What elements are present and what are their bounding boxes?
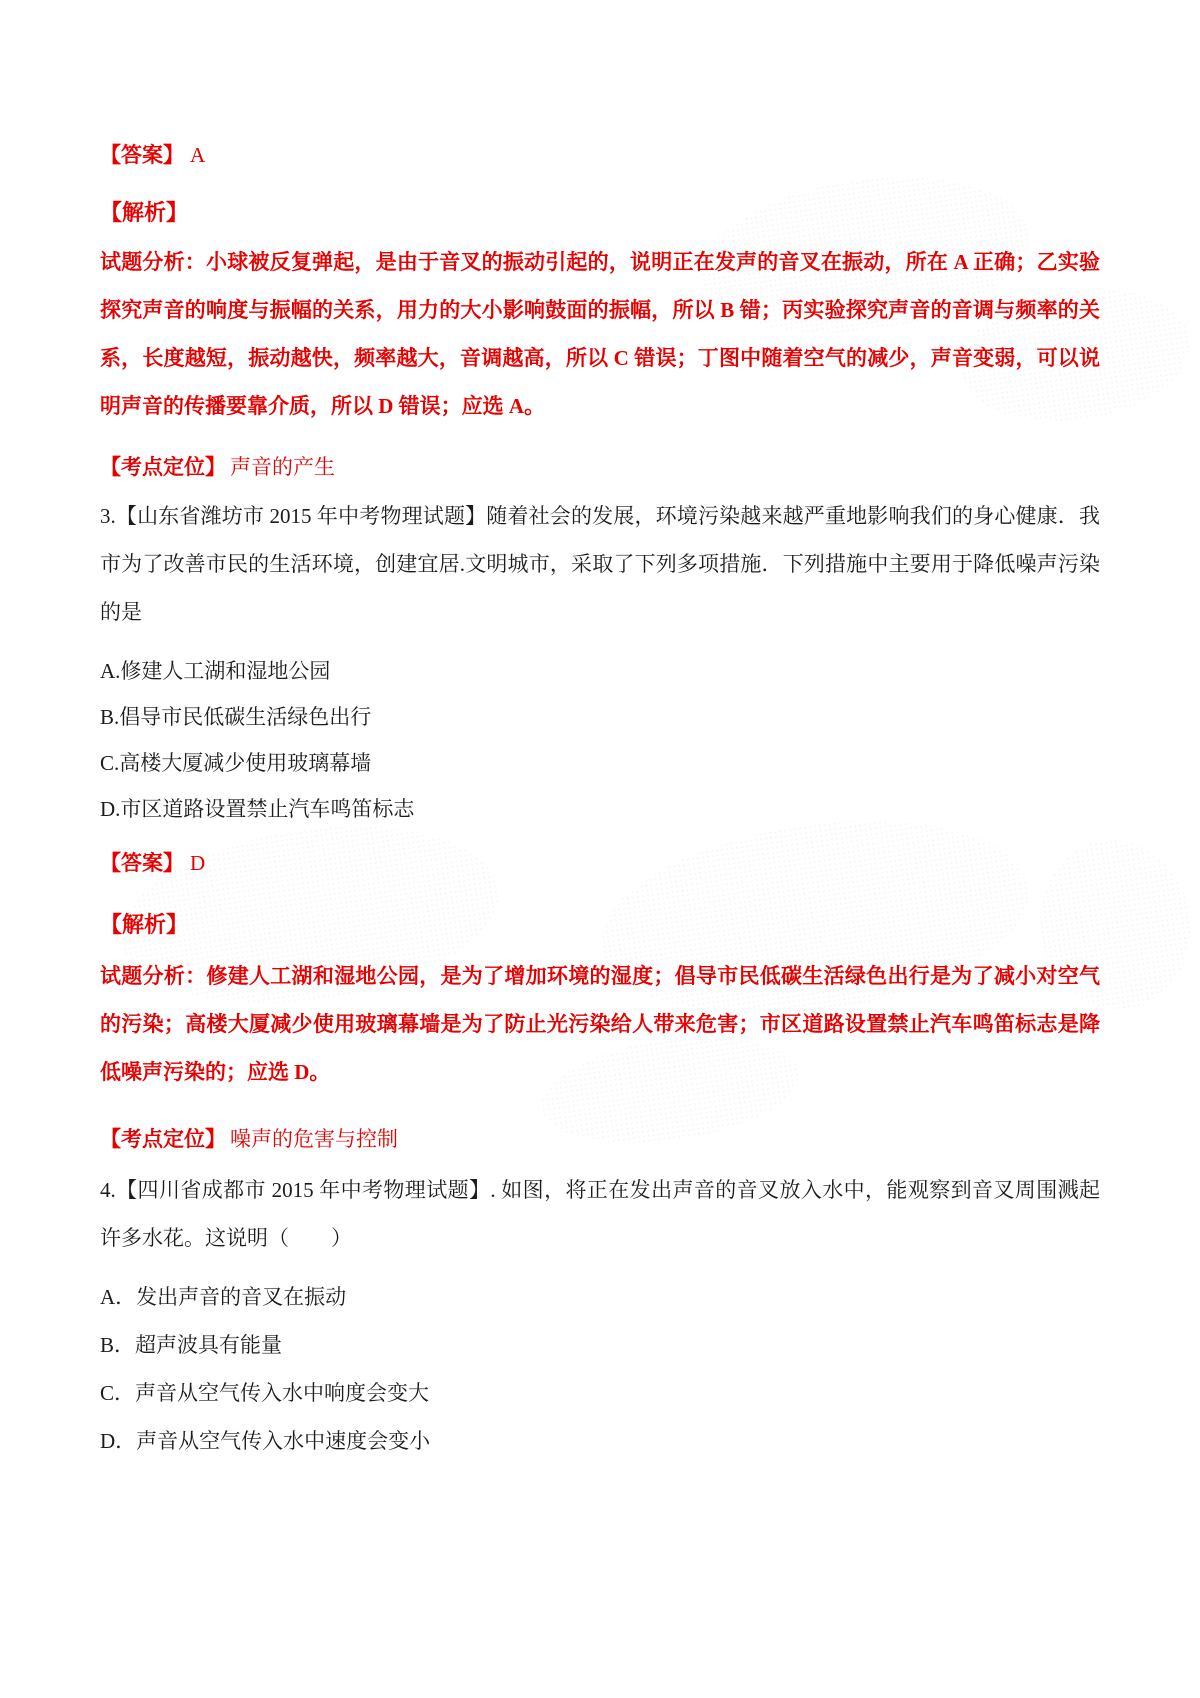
q2-answer-label: 【答案】	[100, 143, 184, 167]
q2-answer-value: A	[190, 143, 206, 167]
q3-answer-value: D	[190, 851, 206, 875]
q3-option-a: A.修建人工湖和湿地公园	[100, 659, 331, 683]
q4-options	[100, 1284, 1100, 1454]
q3-answer-label: 【答案】	[100, 851, 184, 875]
q3-option-c: C.高楼大厦减少使用玻璃幕墙	[100, 751, 372, 775]
q4-option-d: D．声音从空气传入水中速度会变小	[100, 1429, 431, 1453]
q3-analysis-text: 试题分析：修建人工湖和湿地公园，是为了增加环境的湿度；倡导市民低碳生活绿色出行是为了减小对空气的污染；高楼大厦减少使用玻璃幕墙是为了防止光污染给人带来危害；市区道路设置禁止汽车鸣笛标志是降低噪声污染的；应选 D。	[100, 964, 1100, 1084]
q4-stem: 4.【四川省成都市 2015 年中考物理试题】. 如图，将正在发出声音的音叉放入水中，能观察到音叉周围溅起许多水花。这说明（ ）	[100, 1178, 1100, 1250]
q3-keypoint-line	[100, 1126, 1100, 1152]
page-content	[100, 0, 1100, 1454]
q2-keypoint-label: 【考点定位】	[100, 455, 226, 479]
q4-option-a: A．发出声音的音叉在振动	[100, 1285, 347, 1309]
q3-option-b: B.倡导市民低碳生活绿色出行	[100, 705, 372, 729]
q3-option-d: D.市区道路设置禁止汽车鸣笛标志	[100, 797, 415, 821]
q2-analysis-header: 【解析】	[100, 200, 189, 225]
q3-stem: 3.【山东省潍坊市 2015 年中考物理试题】随着社会的发展，环境污染越来越严重地影响我们的身心健康．我市为了改善市民的生活环境，创建宜居.文明城市，采取了下列多项措施．下列措施中主要用于降低噪声污染的是	[100, 504, 1100, 624]
q3-analysis-header: 【解析】	[100, 912, 189, 937]
q4-option-c: C．声音从空气传入水中响度会变大	[100, 1381, 430, 1405]
q3-keypoint-text: 噪声的危害与控制	[230, 1127, 398, 1151]
q3-answer-line	[100, 850, 1100, 876]
q3-options	[100, 658, 1100, 822]
q2-keypoint-text: 声音的产生	[230, 455, 335, 479]
q2-keypoint-line	[100, 454, 1100, 480]
q2-answer-line	[100, 142, 1100, 168]
q2-analysis-text: 试题分析：小球被反复弹起，是由于音叉的振动引起的，说明正在发声的音叉在振动，所在 A 正确；乙实验探究声音的响度与振幅的关系，用力的大小影响鼓面的振幅，所以 B 错；丙实验探究声音的音调与频率的关系，长度越短，振动越快，频率越大，音调越高，所以 C 错误；丁图中随着空气的减少，声音变弱，可以说明声音的传播要靠介质，所以 D 错误；应选 A。	[100, 250, 1100, 418]
q4-option-b: B．超声波具有能量	[100, 1333, 283, 1357]
q3-keypoint-label: 【考点定位】	[100, 1127, 226, 1151]
